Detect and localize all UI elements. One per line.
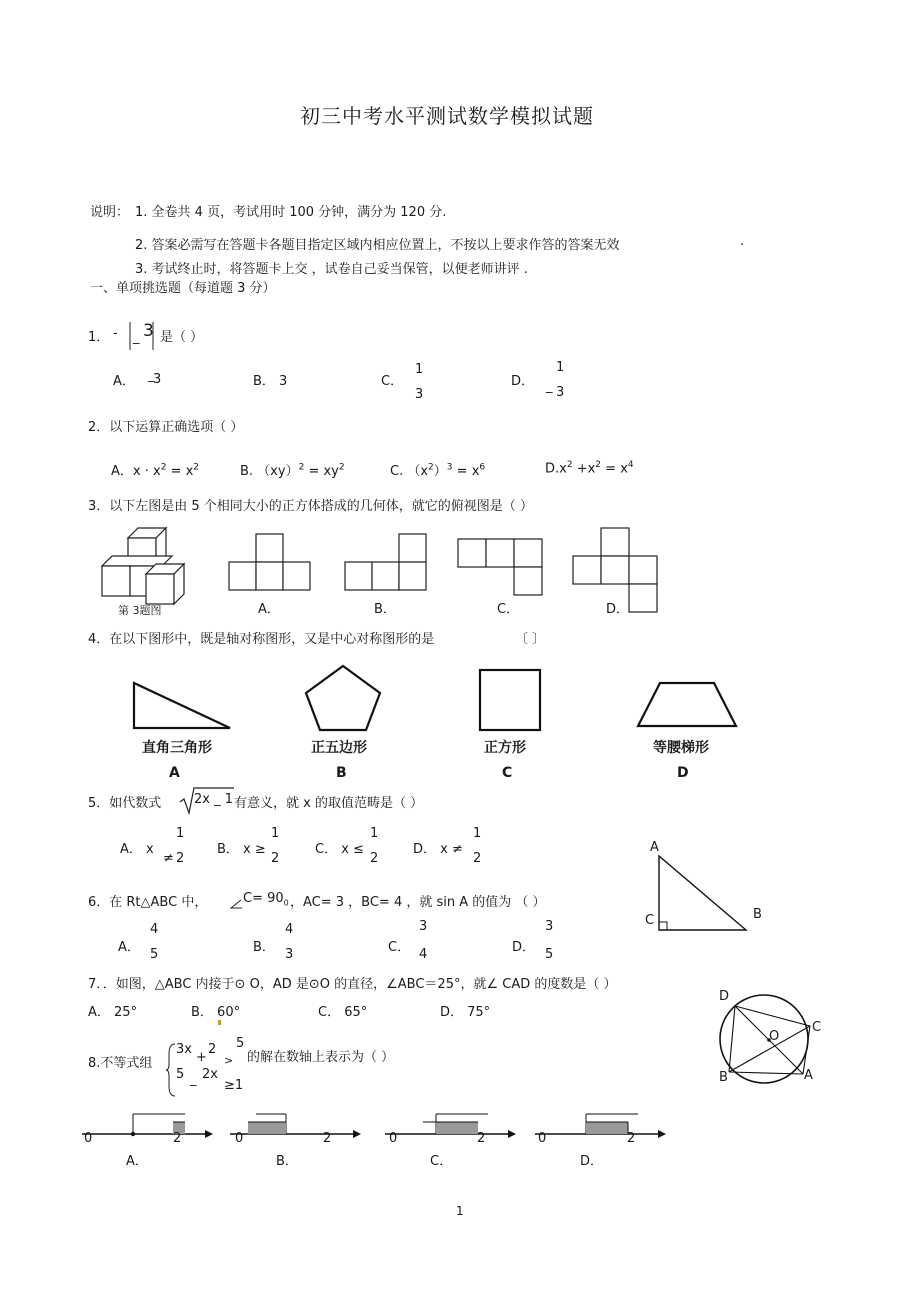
- q8-d-zero: 0: [538, 1131, 547, 1146]
- q8-b-two: 2: [323, 1131, 332, 1146]
- q6-angle-value: $C= 90_0$: [243, 891, 289, 908]
- instruction-line-2-end: .: [740, 234, 745, 249]
- q5-option-b-label: B． x ≥: [217, 842, 266, 857]
- instruction-line-2: 2. 答案必需写在答题卡各题目指定区域内相应位置上，不按以上要求作答的答案无效: [135, 238, 620, 253]
- q5-option-d-den: 2: [473, 851, 482, 866]
- q5-option-c-label: C． x ≤: [315, 842, 364, 857]
- q7-option-b: B． 60°: [191, 1005, 241, 1020]
- q8-b-zero: 0: [235, 1131, 244, 1146]
- q3-option-c: C．: [497, 602, 520, 617]
- q5-option-a-den: 2: [176, 851, 185, 866]
- q6-option-a-label: A．: [118, 940, 140, 955]
- q8-line1-b: +: [196, 1050, 207, 1065]
- q4-shape-c-letter: C: [502, 765, 513, 781]
- q1-option-a-label: A．: [113, 374, 135, 389]
- q8-line2-c: 2x: [202, 1067, 218, 1082]
- q7-option-a: A． 25°: [88, 1005, 138, 1020]
- q5-option-d-label: D． x ≠: [413, 842, 463, 857]
- q3-stem: 3．以下左图是由 5 个相同大小的正方体搭成的几何体，就它的俯视图是（ ）: [88, 499, 533, 514]
- q1-option-a-value: 3: [153, 372, 162, 387]
- q4-right-triangle: [130, 680, 240, 732]
- q8-number-line-a: [80, 1108, 215, 1138]
- q3-option-a: A．: [258, 602, 280, 617]
- q8-c-two: 2: [477, 1131, 486, 1146]
- q8-number-line-d: [533, 1108, 668, 1138]
- q7-option-d: D． 75°: [440, 1005, 491, 1020]
- q8-line1-e: 5: [236, 1036, 245, 1051]
- section-heading: 一、单项挑选题（每道题 3 分）: [90, 281, 276, 296]
- q8-line1-c: 2: [208, 1042, 217, 1057]
- q6-option-a-den: 5: [150, 947, 159, 962]
- q5-option-a-num: 1: [176, 826, 185, 841]
- q6-right-triangle-figure: [640, 840, 770, 935]
- q5-option-c-num: 1: [370, 826, 379, 841]
- q7-stem: 7．．如图，△ABC 内接于⊙ O，AD 是⊙O 的直径，∠ABC＝25°，就∠ CAD 的度数是（ ）: [88, 977, 617, 992]
- q5-option-c-den: 2: [370, 851, 379, 866]
- q6-option-c-num: 3: [419, 919, 428, 934]
- q8-number-line-c: [383, 1108, 518, 1138]
- q6-option-c-label: C．: [388, 940, 411, 955]
- instruction-line-1: 1. 全卷共 4 页，考试用时 100 分钟，满分为 120 分.: [135, 205, 447, 220]
- q8-a-zero: 0: [84, 1131, 93, 1146]
- q1-option-c-den: 3: [415, 387, 424, 402]
- q8-option-c: C．: [430, 1154, 453, 1169]
- q1-stem: 是（ ）: [160, 330, 204, 345]
- q4-shape-d-letter: D: [677, 765, 689, 781]
- q8-stem-post: 的解在数轴上表示为（ ）: [247, 1050, 395, 1065]
- q3-option-c-figure: [457, 538, 547, 598]
- q6-angle-icon: [229, 898, 243, 910]
- q8-line2-d: ≥1: [224, 1078, 244, 1093]
- q8-option-d: D．: [580, 1154, 604, 1169]
- q4-pentagon: [304, 664, 384, 734]
- q7-option-c: C． 65°: [318, 1005, 368, 1020]
- q1-number: 1．: [88, 330, 110, 345]
- q1-option-c-num: 1: [415, 362, 424, 377]
- q8-stray-mark: [218, 1020, 221, 1025]
- q5-option-a-label: A． x: [120, 842, 154, 857]
- q4-shape-a-letter: A: [169, 765, 180, 781]
- page-title: 初三中考水平测试数学模拟试题: [300, 104, 594, 128]
- q4-square: [478, 668, 544, 734]
- q2-option-b: B. $(xy)^2 = xy^2$: [240, 462, 345, 479]
- q4-shape-d-name: 等腰梯形: [653, 740, 709, 756]
- q7-figure-label-c: C: [812, 1020, 822, 1035]
- q1-option-d-neg: _: [546, 379, 553, 394]
- q6-stem: 6．在 Rt△ABC 中，: [88, 895, 208, 910]
- q8-option-b: B．: [276, 1154, 298, 1169]
- instructions-label: 说明：: [90, 205, 130, 220]
- q7-figure-label-b: B: [719, 1070, 728, 1085]
- q4-shape-b-name: 正五边形: [311, 740, 367, 756]
- q1-option-d-den: 3: [556, 385, 565, 400]
- q8-c-zero: 0: [389, 1131, 398, 1146]
- q2-option-a: A．$x \cdot x^2 = x^2$: [111, 462, 200, 479]
- q1-option-a-neg: _: [148, 368, 155, 383]
- q4-isosceles-trapezoid: [636, 680, 740, 730]
- q5-option-d-num: 1: [473, 826, 482, 841]
- q1-option-d-num: 1: [556, 360, 565, 375]
- q1-three: 3: [143, 321, 154, 341]
- q7-figure-label-a: A: [804, 1068, 813, 1083]
- q6-figure-label-b: B: [753, 907, 762, 922]
- q6-option-b-label: B．: [253, 940, 275, 955]
- q3-option-b-figure: [344, 532, 434, 594]
- q5-option-b-den: 2: [271, 851, 280, 866]
- q8-option-a: A．: [126, 1154, 148, 1169]
- q7-figure-label-o: O: [769, 1029, 780, 1044]
- q6-figure-label-a: A: [650, 840, 659, 855]
- q6-option-b-den: 3: [285, 947, 294, 962]
- q4-shape-b-letter: B: [336, 765, 347, 781]
- q5-stem-post: 有意义，就 x 的取值范畴是（ ）: [234, 796, 424, 811]
- q1-minus: -: [113, 326, 118, 341]
- instruction-line-3: 3. 考试终止时，将答题卡上交 ，试卷自己妥当保管，以便老师讲评 .: [135, 262, 528, 277]
- q7-circle-figure: [715, 990, 815, 1090]
- q2-option-c: C. $(x^2)^3 = x^6$: [390, 462, 486, 479]
- q2-option-d: $D.x^2 +x^2 = x^4$: [545, 460, 634, 477]
- q3-option-b: B．: [374, 602, 396, 617]
- q5-option-b-num: 1: [271, 826, 280, 841]
- q3-option-d: D．: [606, 602, 630, 617]
- page-number: 1: [456, 1204, 464, 1218]
- q7-figure-label-d: D: [719, 989, 730, 1004]
- q6-option-a-num: 4: [150, 922, 159, 937]
- q1-option-b: B． 3: [253, 374, 288, 389]
- q4-shape-c-name: 正方形: [484, 740, 526, 756]
- q8-a-two: 2: [173, 1131, 182, 1146]
- q3-figure-caption: 第 3题图: [118, 604, 162, 617]
- q1-option-d-label: D．: [511, 374, 535, 389]
- q6-option-d-label: D．: [512, 940, 536, 955]
- q8-line2-a: 5: [176, 1067, 185, 1082]
- q5-radicand: 2x _ 1: [194, 792, 233, 807]
- q4-bracket: 〔 〕: [515, 632, 546, 647]
- q8-number-line-b: [228, 1108, 363, 1138]
- q5-stem-pre: 5．如代数式: [88, 796, 162, 811]
- q8-line1-a: 3x: [176, 1042, 192, 1057]
- q6-option-d-den: 5: [545, 947, 554, 962]
- q6-stem-2: ，AC= 3 ，BC= 4 ，就 sin A 的值为 （ ）: [290, 895, 546, 910]
- q8-stem-pre: 8.不等式组: [88, 1056, 153, 1071]
- q6-option-d-num: 3: [545, 919, 554, 934]
- q2-stem: 2．以下运算正确选项（ ）: [88, 420, 244, 435]
- q1-option-c-label: C．: [381, 374, 404, 389]
- q3-cube-figure: [98, 524, 198, 614]
- q6-figure-label-c: C: [645, 913, 655, 928]
- q8-d-two: 2: [627, 1131, 636, 1146]
- q1-neg-bar: _: [133, 330, 140, 345]
- q8-line2-b: _: [190, 1072, 197, 1087]
- q6-option-b-num: 4: [285, 922, 294, 937]
- q6-option-c-den: 4: [419, 947, 428, 962]
- q4-shape-a-name: 直角三角形: [142, 740, 212, 756]
- q8-line1-d: >: [224, 1054, 234, 1067]
- q4-stem: 4．在以下图形中，既是轴对称图形，又是中心对称图形的是: [88, 632, 435, 647]
- q5-option-a-rel: ≠: [163, 851, 174, 866]
- q3-option-a-figure: [228, 532, 318, 594]
